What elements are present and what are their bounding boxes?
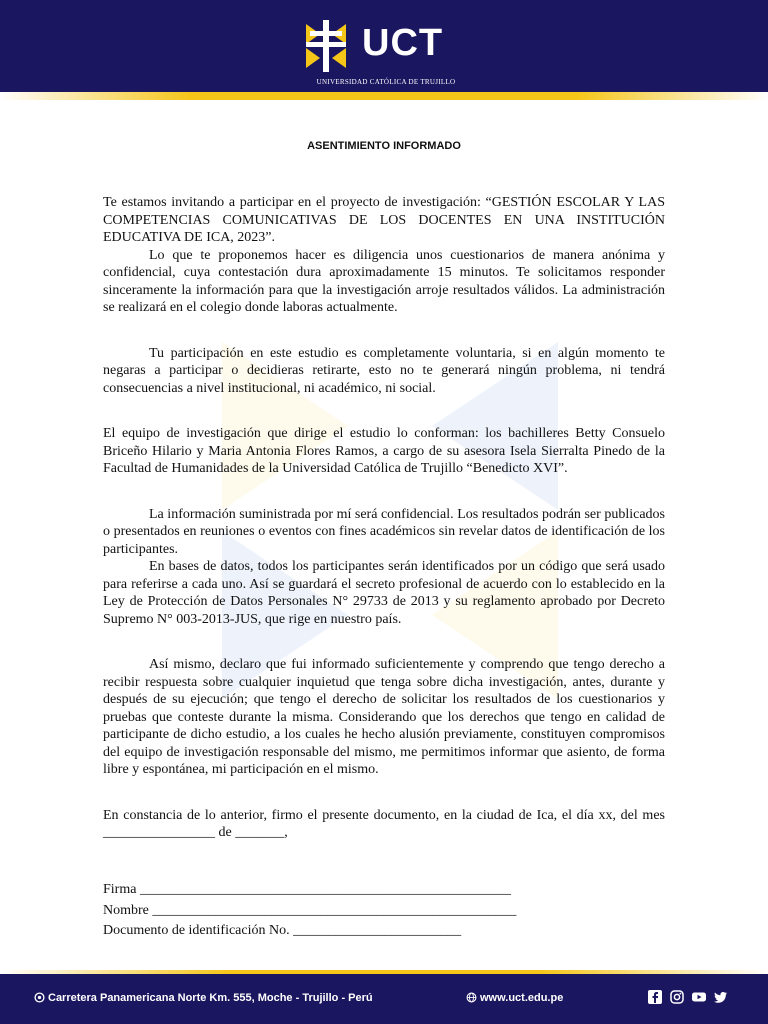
twitter-icon[interactable] bbox=[714, 990, 728, 1004]
document-body bbox=[103, 194, 665, 842]
footer-website[interactable] bbox=[466, 992, 563, 1004]
uct-logo bbox=[296, 20, 476, 90]
paragraph-invitation: Te estamos invitando a participar en el proyecto de investigación: “GESTIÓN ESCOLAR Y LAS COMPETENCIAS COMUNICATIVAS DE LOS DOCENTES EN UNA INSTITUCIÓN EDUCATIVA DE ICA, 2023”. bbox=[103, 195, 665, 245]
location-pin-icon bbox=[34, 992, 45, 1003]
paragraph-voluntary: Tu participación en este estudio es completamente voluntaria, si en algún momento te negaras a participar o decidieras retirarte, esto no te generará ningún problema, ni tendrá consecuencias a nivel institucional, ni académico, ni social. bbox=[103, 345, 665, 396]
signature-nombre-line: Nombre ____________________________________________________ bbox=[103, 902, 517, 918]
social-links bbox=[648, 990, 728, 1004]
logo-text: UCT bbox=[362, 22, 444, 64]
globe-icon bbox=[466, 992, 477, 1003]
footer-address bbox=[34, 992, 373, 1004]
paragraph-declaration: Así mismo, declaro que fui informado suficientemente y comprendo que tengo derecho a recibir respuesta sobre cualquier inquietud que tenga sobre dicha investigación, antes, durante y después de su ejecución; que tengo el derecho de solicitar los resultados de los cuestionarios y pruebas que conteste durante la misma. Considerando que los derechos que tengo en calidad de participante de dicho estudio, a los cuales he hecho alusión previamente, constituyen compromisos del equipo de investigación responsable del mismo, me permitimos informar que asiento, de forma libre y espontánea, mi participación en el mismo. bbox=[103, 657, 665, 777]
signature-block bbox=[103, 880, 516, 942]
footer-address-text: Carretera Panamericana Norte Km. 555, Moche - Trujillo - Perú bbox=[48, 992, 373, 1004]
document-title: ASENTIMIENTO INFORMADO bbox=[307, 140, 461, 152]
instagram-icon[interactable] bbox=[670, 990, 684, 1004]
signature-firma-line: Firma _____________________________________________________ bbox=[103, 882, 511, 897]
logo-subtitle: UNIVERSIDAD CATÓLICA DE TRUJILLO bbox=[316, 78, 456, 86]
paragraph-research-team: El equipo de investigación que dirige el estudio lo conforman: los bachilleres Betty Consuelo Briceño Hilario y Maria Antonia Flores Ramos, a cargo de su asesora Isela Sierralta Pinedo de la Facultad de Humanidades de la Universidad Católica de Trujillo “Benedicto XVI”. bbox=[103, 426, 665, 476]
header-banner bbox=[0, 0, 768, 100]
footer-banner bbox=[0, 970, 768, 1024]
facebook-icon[interactable] bbox=[648, 990, 662, 1004]
paragraph-databases: En bases de datos, todos los participantes serán identificados por un código que será usado para referirse a cada uno. Así se guardará el secreto profesional de acuerdo con lo establecido en la Ley de Protección de Datos Personales N° 29733 de 2013 y su reglamento aprobado por Decreto Supremo N° 003-2013-JUS, que rige en nuestro país. bbox=[103, 559, 665, 627]
paragraph-confidentiality: La información suministrada por mí será confidencial. Los resultados podrán ser publicados o presentados en reuniones o eventos con fines académicos sin revelar datos de identificación de los participantes. bbox=[103, 506, 665, 557]
youtube-icon[interactable] bbox=[692, 990, 706, 1004]
paragraph-record: En constancia de lo anterior, firmo el presente documento, en la ciudad de Ica, el día xx, del mes ________________ de _______, bbox=[103, 807, 665, 840]
uct-cross-emblem-icon bbox=[296, 20, 356, 72]
paragraph-procedure: Lo que te proponemos hacer es diligencia unos cuestionarios de manera anónima y confidencial, cuya contestación dura aproximadamente 15 minutos. Te solicitamos responder sinceramente la información para que la investigación arroje resultados válidos. La administración se realizará en el colegio donde laboras actualmente. bbox=[103, 247, 665, 315]
header-accent-stripe bbox=[0, 92, 768, 100]
signature-documento-line: Documento de identificación No. ________________________ bbox=[103, 923, 462, 938]
footer-website-text[interactable]: www.uct.edu.pe bbox=[480, 992, 564, 1004]
footer-accent-stripe bbox=[0, 970, 768, 974]
